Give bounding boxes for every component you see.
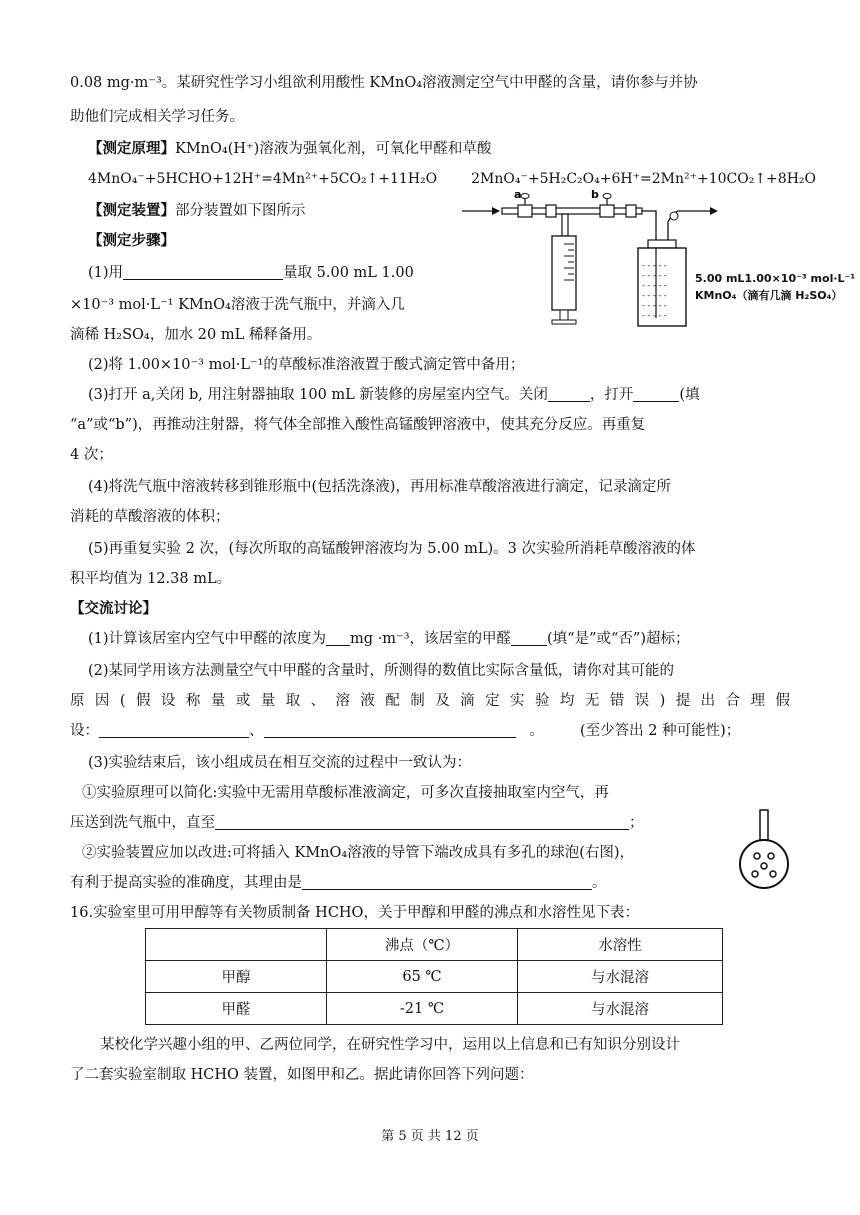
tube-joint <box>626 205 636 217</box>
table-cell: 与水混溶 <box>518 993 723 1025</box>
table-cell: -21 ℃ <box>327 993 518 1025</box>
answer-blank-reason-2[interactable] <box>264 721 516 738</box>
svg-text:- - - - -: - - - - - <box>642 281 667 290</box>
discussion-2-hint: (至少答出 2 种可能性)； <box>580 723 741 739</box>
device-line <box>88 200 306 222</box>
step-3-line-3: 4 次； <box>70 447 113 463</box>
discussion-3-1-line-1: ①实验原理可以简化:实验中无需用草酸标准液滴定，可多次直接抽取室内空气，再 <box>82 785 609 801</box>
discussion-1-text-b: mg ·m⁻³，该居室的甲醛 <box>350 631 512 647</box>
svg-text:- - - - -: - - - - - <box>642 311 667 320</box>
discussion-3-1-text: 压送到洗气瓶中，直至 <box>70 815 215 831</box>
discussion-1-text-a: (1)计算该居室内空气中甲醛的浓度为 <box>88 631 327 647</box>
step-1-prefix: (1)用 <box>88 265 124 281</box>
apparatus-diagram <box>460 186 720 336</box>
step-2: (2)将 1.00×10⁻³ mol·L⁻¹的草酸标准溶液置于酸式滴定管中备用； <box>88 357 525 373</box>
solution-label-line-2: KMnO₄（滴有几滴 H₂SO₄） <box>695 289 843 302</box>
svg-text:- - - - -: - - - - - <box>642 291 667 300</box>
step-3-text-a: (3)打开 a,关闭 b, 用注射器抽取 100 mL 新装修的房屋室内空气。关闭 <box>88 387 548 403</box>
discussion-heading-text: 【交流讨论】 <box>70 600 157 617</box>
discussion-3-1-end: ； <box>629 815 644 831</box>
bottle-stopper <box>648 240 676 248</box>
table-header-cell: 水溶性 <box>518 929 723 961</box>
tube-joint <box>546 205 556 217</box>
principle-text: KMnO₄(H⁺)溶液为强氧化剂，可氧化甲醛和草酸 <box>175 141 492 157</box>
principle-heading: 【测定原理】 <box>88 140 175 157</box>
table-row <box>146 961 723 993</box>
table-cell: 65 ℃ <box>327 961 518 993</box>
answer-blank-open[interactable] <box>633 385 679 402</box>
inlet-arrowhead <box>492 207 500 215</box>
table-header-cell: 沸点（℃） <box>327 929 518 961</box>
valve-a-body <box>518 205 532 217</box>
page-footer: 第 5 页 共 12 页 <box>381 1129 479 1144</box>
discussion-3-2-line-1: ②实验装置应加以改进:可将插入 KMnO₄溶液的导管下端改成具有多孔的球泡(右图)， <box>82 845 635 861</box>
device-text: 部分装置如下图所示 <box>175 203 306 219</box>
intro-line-2: 助他们完成相关学习任务。 <box>70 109 244 125</box>
svg-text:- - - - -: - - - - - <box>642 301 667 310</box>
valve-b-label: b <box>591 188 599 201</box>
valve-b-handle[interactable] <box>603 194 611 199</box>
table-header-row <box>146 929 723 961</box>
valve-b-body <box>600 205 614 217</box>
step-4-line-1: (4)将洗气瓶中溶液转移到锥形瓶中(包括洗涤液)，再用标准草酸溶液进行滴定，记录滴定所 <box>88 479 671 495</box>
discussion-1 <box>88 628 689 650</box>
answer-blank-close[interactable] <box>548 385 590 402</box>
answer-blank-reason-1[interactable] <box>99 721 249 738</box>
valve-a-handle[interactable] <box>521 194 529 199</box>
principle-line <box>88 138 491 160</box>
syringe-plunger-head <box>552 320 576 324</box>
outlet-bulb <box>670 212 678 220</box>
device-heading: 【测定装置】 <box>88 202 175 219</box>
syringe-barrel <box>552 236 576 310</box>
question-16: 16.实验室里可用甲醇等有关物质制备 HCHO，关于甲醇和甲醛的沸点和水溶性见下表： <box>70 905 639 921</box>
equation-2: 2MnO₄⁻+5H₂C₂O₄+6H⁺=2Mn²⁺+10CO₂↑+8H₂O <box>471 171 816 187</box>
solution-label <box>695 270 855 304</box>
answer-blank-exceed[interactable] <box>511 629 547 646</box>
discussion-3-2-text: 有利于提高实验的准确度，其理由是 <box>70 875 302 891</box>
properties-table <box>145 928 723 1025</box>
valve-a-label: a <box>514 188 522 201</box>
porous-bulb-diagram <box>735 808 795 892</box>
step-3-line-1 <box>88 384 700 406</box>
table-cell: 甲醛 <box>146 993 327 1025</box>
answer-blank-instrument[interactable] <box>123 263 283 280</box>
step-5-line-2: 积平均值为 12.38 mL。 <box>70 571 232 587</box>
step-1-line-1 <box>88 262 414 284</box>
step-1-line-2: ×10⁻³ mol·L⁻¹ KMnO₄溶液于洗气瓶中，并滴入几 <box>70 297 405 313</box>
step-1-line-3: 滴稀 H₂SO₄，加水 20 mL 稀释备用。 <box>70 327 322 343</box>
outlet-arrowhead <box>710 207 718 215</box>
steps-heading-text: 【测定步骤】 <box>88 232 175 249</box>
discussion-heading <box>70 598 157 620</box>
table-row <box>146 993 723 1025</box>
branch-tube <box>562 214 568 236</box>
paragraph-after-table-1: 某校化学兴趣小组的甲、乙两位同学，在研究性学习中，运用以上信息和已有知识分别设计 <box>100 1037 680 1053</box>
discussion-2-period: 。 <box>529 723 544 739</box>
svg-text:- - - - -: - - - - - <box>642 261 667 270</box>
discussion-3-2-end: 。 <box>592 875 607 891</box>
discussion-2-text-c: 设： <box>70 723 99 739</box>
discussion-2-line-1: (2)某同学用该方法测量空气中甲醛的含量时，所测得的数值比实际含量低，请你对其可能的 <box>88 663 675 679</box>
discussion-1-text-c: (填“是”或“否”)超标； <box>547 631 690 647</box>
answer-blank-concentration[interactable] <box>326 629 350 646</box>
bulb-stem <box>760 810 768 840</box>
step-3-text-c: (填 <box>679 387 700 403</box>
svg-text:- - - - -: - - - - - <box>642 271 667 280</box>
discussion-2-line-3 <box>70 720 740 742</box>
discussion-2-separator: 、 <box>249 723 264 739</box>
discussion-3: (3)实验结束后，该小组成员在相互交流的过程中一致认为： <box>88 755 472 771</box>
steps-heading <box>88 230 175 252</box>
step-5-line-1: (5)再重复实验 2 次，(每次所取的高锰酸钾溶液均为 5.00 mL)。3 次实验所消耗草酸溶液的体 <box>88 541 696 557</box>
solution-label-line-1: 5.00 mL1.00×10⁻³ mol·L⁻¹ <box>695 272 856 285</box>
step-1-text: 量取 5.00 mL 1.00 <box>283 265 414 281</box>
table-cell: 甲醇 <box>146 961 327 993</box>
discussion-2-line-2: 原因(假设称量或量取、溶液配制及滴定实验均无错误)提出合理假 <box>70 693 790 709</box>
paragraph-after-table-2: 了二套实验室制取 HCHO 装置，如图甲和乙。据此请你回答下列问题： <box>70 1067 534 1083</box>
step-3-text-b: ，打开 <box>589 387 634 403</box>
intro-line-1: 0.08 mg·m⁻³。某研究性学习小组欲利用酸性 KMnO₄溶液测定空气中甲醛的含量，请你参与并协 <box>70 75 698 91</box>
answer-blank-endpoint[interactable] <box>215 813 629 830</box>
syringe-plunger[interactable] <box>560 310 568 320</box>
step-3-line-2: “a”或“b”)，再推动注射器，将气体全部推入酸性高锰酸钾溶液中，使其充分反应。再重复 <box>70 417 646 433</box>
inlet-pipe <box>642 211 656 240</box>
discussion-3-1-line-2 <box>70 812 644 834</box>
table-cell: 与水混溶 <box>518 961 723 993</box>
discussion-3-2-line-2 <box>70 872 607 894</box>
answer-blank-reason[interactable] <box>302 873 592 890</box>
equation-1: 4MnO₄⁻+5HCHO+12H⁺=4Mn²⁺+5CO₂↑+11H₂O <box>88 171 438 187</box>
table-header-cell <box>146 929 327 961</box>
step-4-line-2: 消耗的草酸溶液的体积； <box>70 509 230 525</box>
